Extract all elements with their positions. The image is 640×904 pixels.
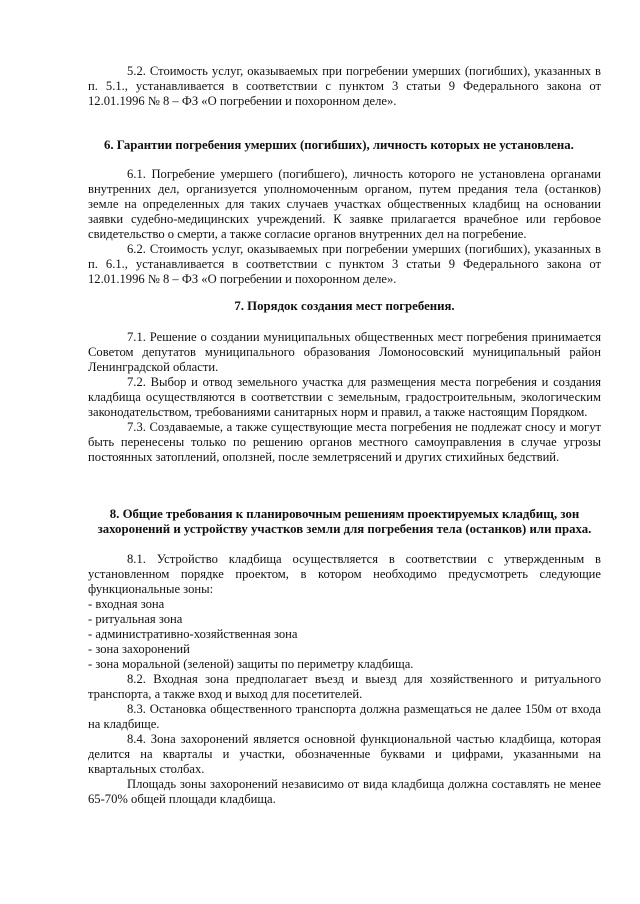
paragraph-7-2: 7.2. Выбор и отвод земельного участка для размещения места погребения и создания кладбища осуществляются в соответствии с земельным, градостроительным, экологическим законодательством, требованиями санитарных норм и правил, а также настоящим Порядком. xyxy=(88,375,601,419)
list-item-zone: - зона захоронений xyxy=(88,642,190,656)
paragraph-8-5: Площадь зоны захоронений независимо от вида кладбища должна составлять не менее 65-70% общей площади кладбища. xyxy=(88,777,601,806)
paragraph-8-4: 8.4. Зона захоронений является основной функциональной частью кладбища, которая делится на кварталы и участки, обозначенные буквами и цифрами, указанными на квартальных столбах. xyxy=(88,732,601,776)
section-5-2 xyxy=(88,64,601,109)
paragraph-6-2: 6.2. Стоимость услуг, оказываемых при погребении умерших (погибших), указанных в п. 6.1., устанавливается в соответствии с пунктом 3 статьи 9 Федерального закона от 12.01.1996 № 8 – ФЗ «О погребении и похоронном деле». xyxy=(88,242,601,286)
paragraph-8-3: 8.3. Остановка общественного транспорта должна размещаться не далее 150м от входа на кладбище. xyxy=(88,702,601,731)
paragraph-7-3: 7.3. Создаваемые, а также существующие места погребения не подлежат сносу и могут быть перенесены только по решению органов местного самоуправления в случае угрозы постоянных затоплений, оползней, после землетрясений и других стихийных бедствий. xyxy=(88,420,601,464)
section-8-body xyxy=(88,552,601,807)
heading-section-8-line-1: 8. Общие требования к планировочным решениям проектируемых кладбищ, зон xyxy=(109,507,580,521)
section-7-body xyxy=(88,330,601,465)
paragraph-6-1: 6.1. Погребение умершего (погибшего), личность которого не установлена органами внутренних дел, организуется уполномоченным органом, путем предания тела (останков) земле на определенных для таких случаев участках общественных кладбищ на основании заявки судебно-медицинских учреждений. К заявке прилагается врачебное или гербовое свидетельство о смерти, а также согласие органов внутренних дел на погребение. xyxy=(88,167,601,241)
heading-section-6: 6. Гарантии погребения умерших (погибших), личность которых не установлена. xyxy=(104,138,574,152)
list-item-zone: - зона моральной (зеленой) защиты по периметру кладбища. xyxy=(88,657,414,671)
heading-section-7: 7. Порядок создания мест погребения. xyxy=(234,299,455,313)
paragraph-8-2: 8.2. Входная зона предполагает въезд и выезд для хозяйственного и ритуального транспорта, а также вход и выход для посетителей. xyxy=(88,672,601,701)
paragraph-5-2: 5.2. Стоимость услуг, оказываемых при погребении умерших (погибших), указанных в п. 5.1., устанавливается в соответствии с пунктом 3 статьи 9 Федерального закона от 12.01.1996 № 8 – ФЗ «О погребении и похоронном деле». xyxy=(88,64,601,108)
paragraph-7-1: 7.1. Решение о создании муниципальных общественных мест погребения принимается Советом депутатов муниципального образования Ломоносовский муниципальный район Ленинградской области. xyxy=(88,330,601,374)
list-item-zone: - административно-хозяйственная зона xyxy=(88,627,298,641)
paragraph-8-1: 8.1. Устройство кладбища осуществляется в соответствии с утвержденным в установленном порядке проектом, в котором необходимо предусмотреть следующие функциональные зоны: xyxy=(88,552,601,596)
heading-section-8-line-2: захоронений и устройству участков земли для погребения тела (останков) или праха. xyxy=(97,522,592,536)
list-item-zone: - ритуальная зона xyxy=(88,612,183,626)
list-item-zone: - входная зона xyxy=(88,597,165,611)
section-6-body xyxy=(88,167,601,287)
